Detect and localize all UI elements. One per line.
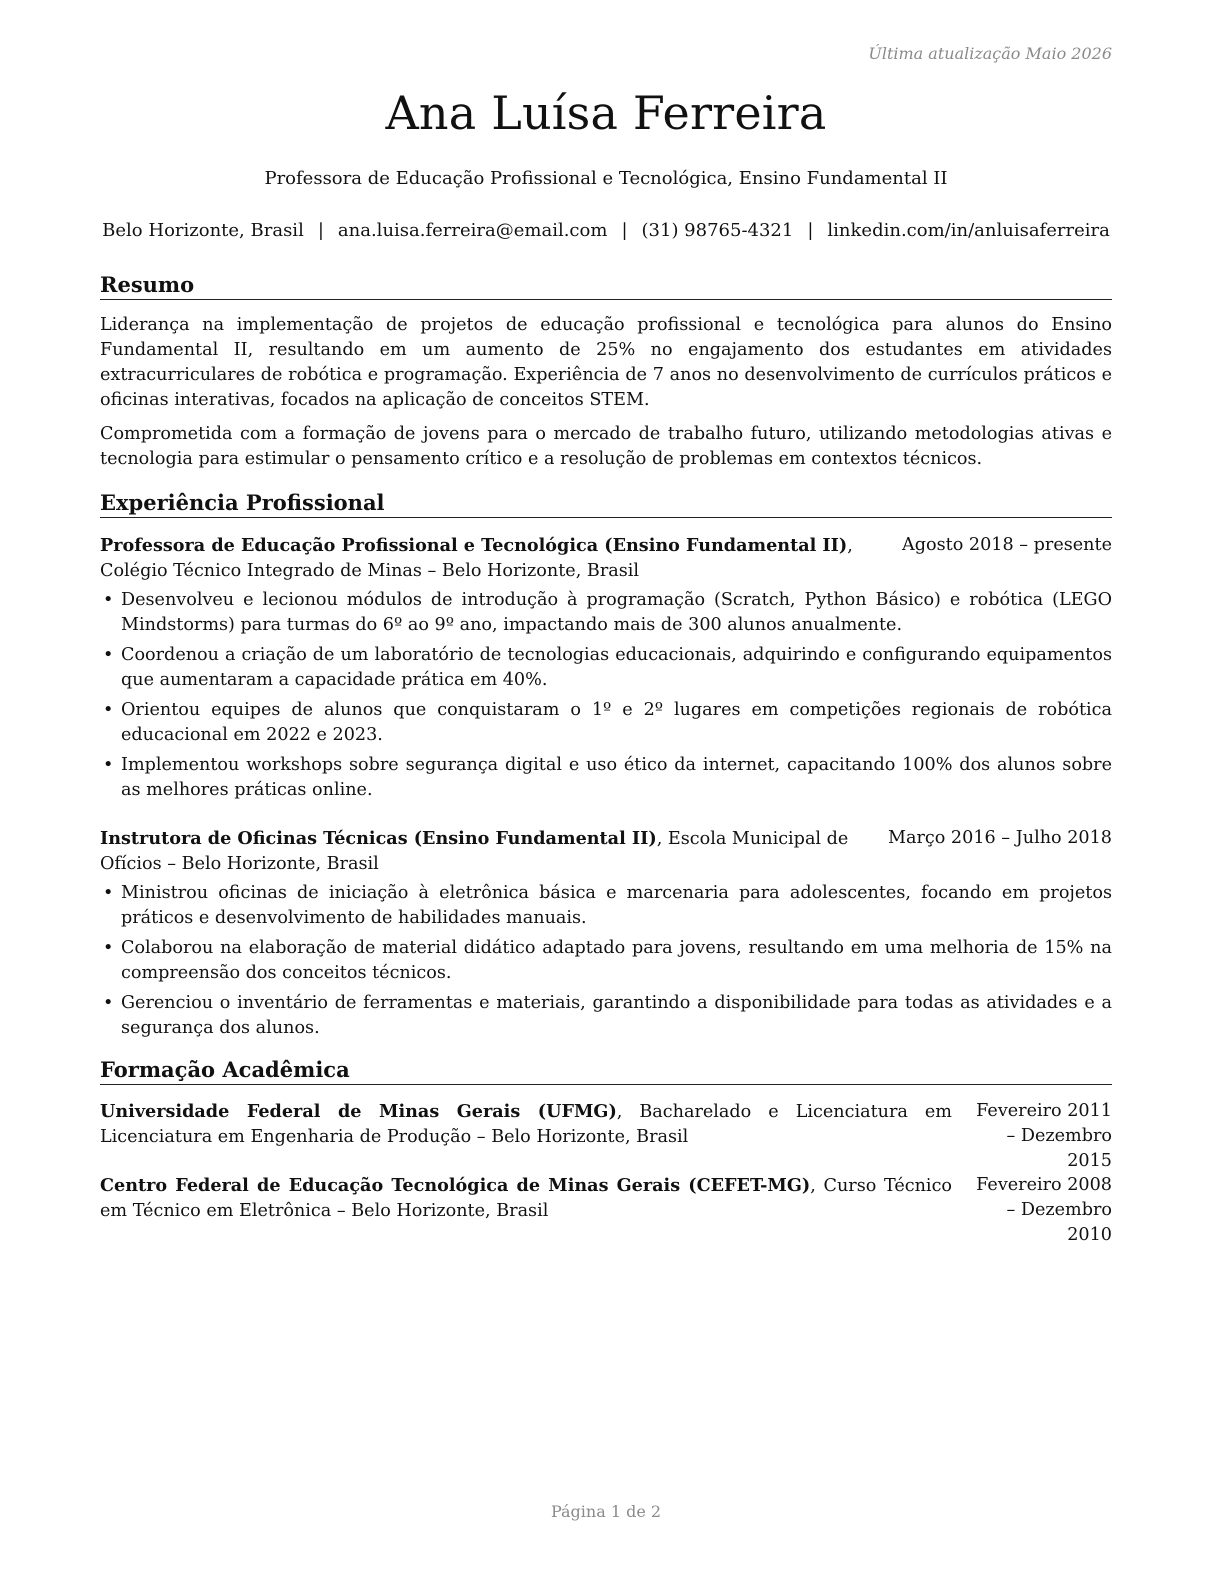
education-entry (100, 1173, 1112, 1245)
list-item (100, 698, 1112, 748)
page-number: Página 1 de 2 (550, 1502, 662, 1521)
bullet-text: Colaborou na elaboração de material didático adaptado para jovens, resultando em uma melhoria de 15% na compreensão dos conceitos técnicos. (121, 938, 1112, 983)
education-detail: , Bacharelado e Licenciatura em Licenciatura em Engenharia de Produção – Belo Horizonte, Brasil (100, 1102, 952, 1147)
list-item (100, 753, 1112, 803)
job-header (100, 826, 1112, 877)
bullet-icon: • (103, 938, 114, 958)
candidate-name: Ana Luísa Ferreira (385, 86, 827, 140)
headline: Professora de Educação Profissional e Tecnológica, Ensino Fundamental II (264, 168, 948, 189)
education-title-line (100, 1173, 1112, 1224)
education-detail: , Curso Técnico em Técnico em Eletrônica – Belo Horizonte, Brasil (100, 1176, 953, 1221)
job-bullets (100, 588, 1112, 803)
education-entry (100, 1099, 1112, 1171)
list-item (100, 588, 1112, 638)
bullet-text: Gerenciou o inventário de ferramentas e materiais, garantindo a disponibilidade para todas as atividades e a segurança dos alunos. (121, 993, 1112, 1038)
education-date: Fevereiro 2008 – Dezembro 2010 (976, 1175, 1112, 1245)
bullet-icon: • (103, 993, 114, 1013)
bullet-text: Coordenou a criação de um laboratório de tecnologias educacionais, adquirindo e configurando equipamentos que aumentaram a capacidade prática em 40%. (121, 645, 1112, 690)
last-updated: Última atualização Maio 2026 (868, 44, 1112, 63)
contact-separator: | (317, 220, 324, 241)
bullet-text: Desenvolveu e lecionou módulos de introdução à programação (Scratch, Python Básico) e robótica (LEGO Mindstorms) para turmas do 6º ao 9º ano, impactando mais de 300 alunos anualmente. (121, 590, 1112, 635)
education-section (100, 1057, 1112, 1085)
contact-linkedin[interactable]: linkedin.com/in/anluisaferreira (827, 220, 1110, 241)
job-bullets (100, 881, 1112, 1041)
job-organization: , Colégio Técnico Integrado de Minas – Belo Horizonte, Brasil (100, 536, 853, 581)
contact-email[interactable]: ana.luisa.ferreira@email.com (337, 220, 608, 241)
list-item (100, 643, 1112, 693)
job-header (100, 533, 1112, 584)
job-role: Instrutora de Oficinas Técnicas (Ensino Fundamental II) (100, 828, 657, 849)
contact-line (100, 220, 1112, 241)
education-date: Fevereiro 2011 – Dezembro 2015 (976, 1101, 1112, 1171)
summary-paragraph-1: Liderança na implementação de projetos de educação profissional e tecnológica para alunos do Ensino Fundamental II, resultando em um aumento de 25% no engajamento dos estudantes em atividades extracurriculares de robótica e programação. Experiência de 7 anos no desenvolvimento de currículos práticos e oficinas interativas, focados na aplicação de conceitos STEM. (100, 315, 1112, 410)
job-role: Professora de Educação Profissional e Tecnológica (Ensino Fundamental II) (100, 535, 848, 556)
list-item (100, 991, 1112, 1041)
education-title-line (100, 1099, 1112, 1150)
bullet-text: Ministrou oficinas de iniciação à eletrônica básica e marcenaria para adolescentes, focando em projetos práticos e desenvolvimento de habilidades manuais. (121, 883, 1112, 928)
job-entry (100, 826, 1112, 1046)
experience-section (100, 490, 1112, 518)
job-entry (100, 533, 1112, 808)
bullet-text: Implementou workshops sobre segurança digital e uso ético da internet, capacitando 100% dos alunos sobre as melhores práticas online. (121, 755, 1112, 800)
contact-location: Belo Horizonte, Brasil (102, 220, 304, 241)
resume-page (100, 0, 1112, 1584)
section-title-education: Formação Acadêmica (100, 1057, 1112, 1085)
education-institution: Universidade Federal de Minas Gerais (UFMG) (100, 1101, 617, 1122)
contact-phone: (31) 98765-4321 (641, 220, 794, 241)
summary-paragraph-2: Comprometida com a formação de jovens para o mercado de trabalho futuro, utilizando metodologias ativas e tecnologia para estimular o pensamento crítico e a resolução de problemas em contextos técnicos. (100, 424, 1112, 469)
job-date: Agosto 2018 – presente (894, 533, 1112, 558)
contact-separator: | (621, 220, 628, 241)
section-title-summary: Resumo (100, 272, 1112, 300)
bullet-icon: • (103, 700, 114, 720)
bullet-icon: • (103, 755, 114, 775)
summary-section (100, 272, 1112, 472)
education-header (100, 1173, 1112, 1245)
bullet-text: Orientou equipes de alunos que conquistaram o 1º e 2º lugares em competições regionais de robótica educacional em 2022 e 2023. (121, 700, 1112, 745)
bullet-icon: • (103, 590, 114, 610)
list-item (100, 936, 1112, 986)
bullet-icon: • (103, 883, 114, 903)
job-date: Março 2016 – Julho 2018 (880, 826, 1112, 851)
education-header (100, 1099, 1112, 1171)
education-institution: Centro Federal de Educação Tecnológica de Minas Gerais (CEFET-MG) (100, 1175, 811, 1196)
section-title-experience: Experiência Profissional (100, 490, 1112, 518)
list-item (100, 881, 1112, 931)
contact-separator: | (807, 220, 814, 241)
bullet-icon: • (103, 645, 114, 665)
job-organization: , Escola Municipal de Ofícios – Belo Horizonte, Brasil (100, 829, 849, 874)
